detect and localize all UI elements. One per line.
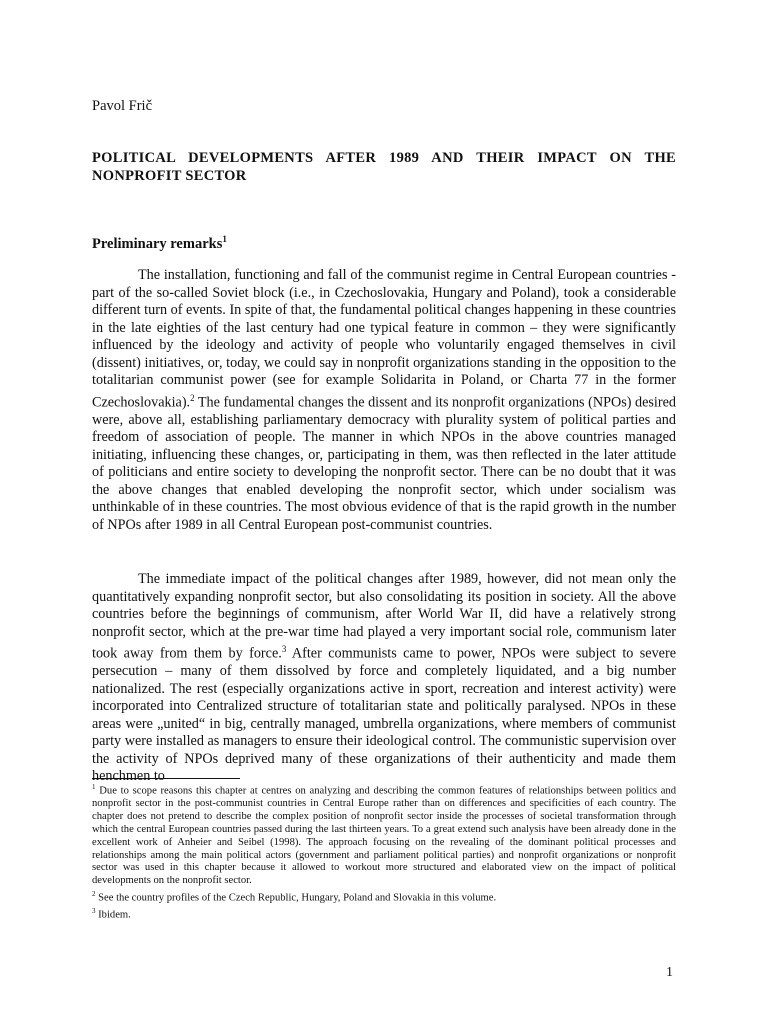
author-name: Pavol Frič — [92, 98, 153, 114]
chapter-title: POLITICAL DEVELOPMENTS AFTER 1989 AND THEIR IMPACT ON THE NONPROFIT SECTOR — [92, 150, 676, 184]
footnote-1 — [92, 781, 676, 888]
paragraph-2-text-a: The immediate impact of the political changes after 1989, however, did not mean only the quantitatively expanding nonprofit sector, but also consolidating its position in society. All the above countries before the beginnings of communism, after World War II, did have a relatively strong nonprofit sector, which at the pre-war time had played a very important social role, communism later took away from them by force. — [92, 571, 676, 662]
body-paragraph-1 — [92, 267, 676, 534]
footnote-3 — [92, 905, 676, 922]
body-paragraph-2 — [92, 571, 676, 786]
footnote-number: 3 — [92, 907, 96, 916]
footnote-text: Ibidem. — [95, 909, 131, 921]
paragraph-1-text-b: The fundamental changes the dissent and its nonprofit organizations (NPOs) desired were, above all, establishing parliamentary democracy with plurality system of political parties and freedom of association of people. The manner in which NPOs in the above countries managed initiating, influencing these changes, or, participating in them, was then reflected in the later attitude of politicians and entire society to developing the nonprofit sector. There can be no doubt that it was the above changes that enabled developing the nonprofit sector, which under socialism was unthinkable of in these countries. The most obvious evidence of that is the rapid growth in the number of NPOs after 1989 in all Central European post-communist countries. — [92, 394, 676, 533]
footnote-ref-3: 3 — [281, 644, 287, 654]
footnote-2 — [92, 888, 676, 905]
footnote-ref-2: 2 — [190, 392, 195, 403]
paragraph-1-text-a: The installation, functioning and fall of the communist regime in Central European countries - part of the so-called Soviet block (i.e., in Czechoslovakia, Hungary and Poland), took a considerable different turn of events. In spite of that, the fundamental political changes happening in these countries in the late eighties of the last century had one typical feature in common – they were significantly influenced by the ideology and activity of people who voluntarily engaged themselves in civil (dissent) initiatives, or, today, we could say in nonprofit organizations standing in the opposition to the totalitarian communist power (see for example Solidarita in Poland, or Charta 77 in the former Czechoslovakia). — [92, 267, 676, 411]
footnote-text: See the country profiles of the Czech Republic, Hungary, Poland and Slovakia in this volume. — [95, 892, 497, 904]
footnote-divider — [92, 778, 240, 779]
page-number: 1 — [666, 965, 673, 980]
paragraph-2-text-b: After communists came to power, NPOs were subject to severe persecution – many of them dissolved by force and completely liquidated, and a big number nationalized. The rest (especially organizations active in sport, recreation and interest activity) were incorporated into Centralized structure of totalitarian state and politically paralysed. NPOs in these areas were „united“ in big, centrally managed, umbrella organizations, where members of communist party were installed as managers to ensure their ideological control. The communistic supervision over the activity of NPOs deprived many of these organizations of their authenticity and made them henchmen to — [92, 645, 676, 785]
footnotes — [92, 781, 676, 923]
footnote-number: 1 — [92, 783, 96, 791]
section-heading — [92, 234, 227, 253]
section-heading-text: Preliminary remarks — [92, 235, 223, 252]
footnote-number: 2 — [92, 889, 96, 898]
footnote-ref-1: 1 — [222, 234, 227, 244]
footnote-text: Due to scope reasons this chapter at centres on analyzing and describing the common features of relationships between politics and nonprofit sector in the post-communist countries in Central Europe rather than on differences and specificities of each country. The chapter does not pretend to describe the complex position of nonprofit sector inside the processes of societal transformation through which the central European countries passed during the last thirteen years. To a great extend such analysis have been already done in the excellent work of Anheier and Seibel (1998). The approach focusing on the revealing of the dominant political processes and relationships among the main political actors (government and parliament political parties) and nonprofit organizations or nonprofit sector was used in this chapter because it allowed to workout more structured and elaborated view on the impact of political developments on the nonprofit sector. — [92, 785, 676, 887]
